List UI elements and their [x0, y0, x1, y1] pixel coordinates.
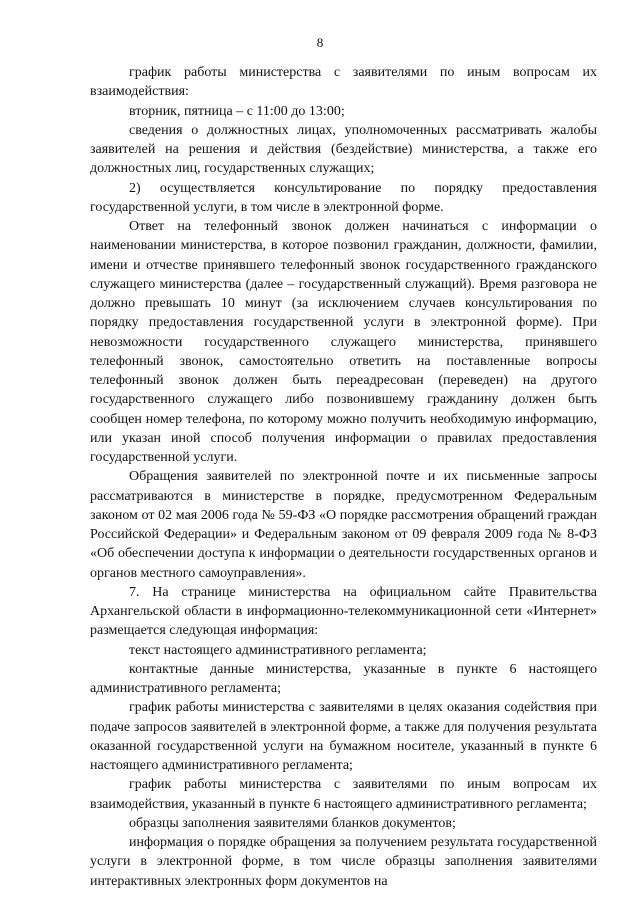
- document-body: [90, 63, 597, 891]
- paragraph-schedule-days: вторник, пятница – с 11:00 до 13:00;: [129, 103, 345, 119]
- paragraph-email-requests: Обращения заявителей по электронной почте и их письменные запросы рассматриваются в министерстве в порядке, предусмотренном Федеральным законом от 02 мая 2006 года № 59-ФЗ «О порядке рассмотрения обращений граждан Российской Федерации» и Федеральным законом от 09 февраля 2009 года № 8-ФЗ «Об обеспечении доступа к информации о деятельности государственных органов и органов местного самоуправления».: [90, 469, 597, 581]
- paragraph-officials-info: сведения о должностных лицах, уполномоченных рассматривать жалобы заявителей на решения и действия (бездействие) министерства, а также его должностных лиц, государственных служащих;: [90, 122, 597, 177]
- list-item-electronic-schedule: график работы министерства с заявителями в целях оказания содействия при подаче запросов заявителей в электронной форме, а также для получения результата оказанной государственной услуги на бумажном носителе, указанный в пункте 6 настоящего административного регламента;: [90, 700, 597, 773]
- paragraph-phone-answer: Ответ на телефонный звонок должен начинаться с информации о наименовании министерства, в которое позвонил гражданин, должности, фамилии, имени и отчестве принявшего телефонный звонок государственного гражданского служащего министерства (далее – государственный служащий). Время разговора не должно превышать 10 минут (за исключением случаев консультирования по порядку предоставления государственной услуги в электронной форме). При невозможности государственного служащего министерства, принявшего телефонный звонок, самостоятельно ответить на поставленные вопросы телефонный звонок должен быть переадресован (переведен) на другого государственного служащего либо позвонившему гражданину должен быть сообщен номер телефона, по которому можно получить необходимую информацию, или указан иной способ получения информации о правилах предоставления государственной услуги.: [90, 219, 597, 465]
- list-item-regulation-text: текст настоящего административного регламента;: [129, 642, 427, 658]
- paragraph-item-7: 7. На странице министерства на официальном сайте Правительства Архангельской области в информационно-телекоммуникационной сети «Интернет» размещается следующая информация:: [90, 584, 597, 639]
- paragraph-consulting: 2) осуществляется консультирование по порядку предоставления государственной услуги, в том числе в электронной форме.: [90, 180, 597, 215]
- paragraph-schedule-other-questions: график работы министерства с заявителями по иным вопросам их взаимодействия:: [90, 65, 597, 100]
- list-item-electronic-procedure: информация о порядке обращения за получением результата государственной услуги в электронной форме, в том числе образцы заполнения заявителями интерактивных электронных форм документов на: [90, 835, 597, 889]
- list-item-contact-data: контактные данные министерства, указанные в пункте 6 настоящего административного регламента;: [90, 661, 597, 696]
- page-number: 8: [316, 35, 324, 50]
- list-item-other-schedule: график работы министерства с заявителями по иным вопросам их взаимодействия, указанный в пункте 6 настоящего административного регламента;: [90, 777, 597, 812]
- list-item-form-samples: образцы заполнения заявителями бланков документов;: [129, 815, 456, 831]
